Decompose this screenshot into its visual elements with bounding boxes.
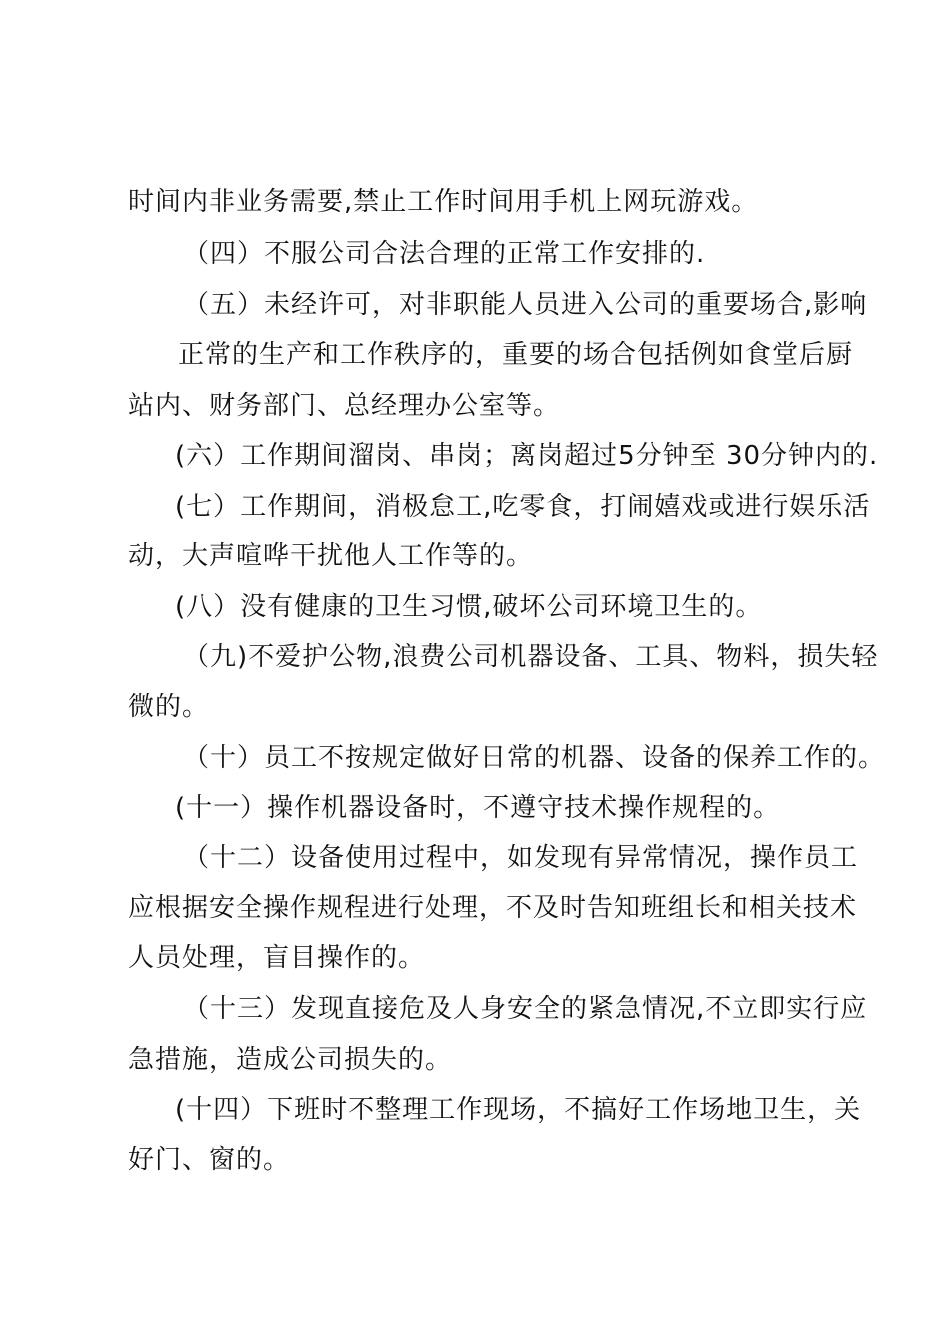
text-line: (六）工作期间溜岗、串岗；离岗超过5分钟至 30分钟内的. [175, 441, 879, 471]
text-line: 时间内非业务需要,禁止工作时间用手机上网玩游戏。 [128, 187, 759, 217]
text-line: （九)不爱护公物,浪费公司机器设备、工具、物料，损失轻 [183, 642, 879, 672]
text-line: (十四）下班时不整理工作现场，不搞好工作场地卫生，关 [175, 1095, 862, 1125]
text-line: （四）不服公司合法合理的正常工作安排的. [183, 239, 706, 269]
text-line: (十一）操作机器设备时，不遵守技术操作规程的。 [175, 793, 781, 823]
text-line: 站内、财务部门、总经理办公室等。 [128, 391, 561, 421]
text-line: （五）未经许可，对非职能人员进入公司的重要场合,影响 [183, 290, 868, 320]
text-line: (七）工作期间，消极怠工,吃零食，打闹嬉戏或进行娱乐活 [175, 492, 871, 522]
text-line: （十三）发现直接危及人身安全的紧急情况,不立即实行应 [183, 994, 868, 1024]
text-line: （十）员工不按规定做好日常的机器、设备的保养工作的。 [183, 743, 886, 773]
text-line: 动，大声喧哗干扰他人工作等的。 [128, 541, 534, 571]
text-line: （十二）设备使用过程中，如发现有异常情况，操作员工 [183, 843, 859, 873]
text-line: 应根据安全操作规程进行处理，不及时告知班组长和相关技术 [128, 893, 858, 923]
text-line: (八）没有健康的卫生习惯,破坏公司环境卫生的。 [175, 592, 763, 622]
text-line: 好门、窗的。 [128, 1145, 291, 1175]
text-line: 人员处理，盲目操作的。 [128, 943, 426, 973]
text-line: 急措施，造成公司损失的。 [128, 1045, 453, 1075]
text-line: 微的。 [128, 692, 210, 722]
text-line: 正常的生产和工作秩序的，重要的场合包括例如食堂后厨 [178, 340, 854, 370]
